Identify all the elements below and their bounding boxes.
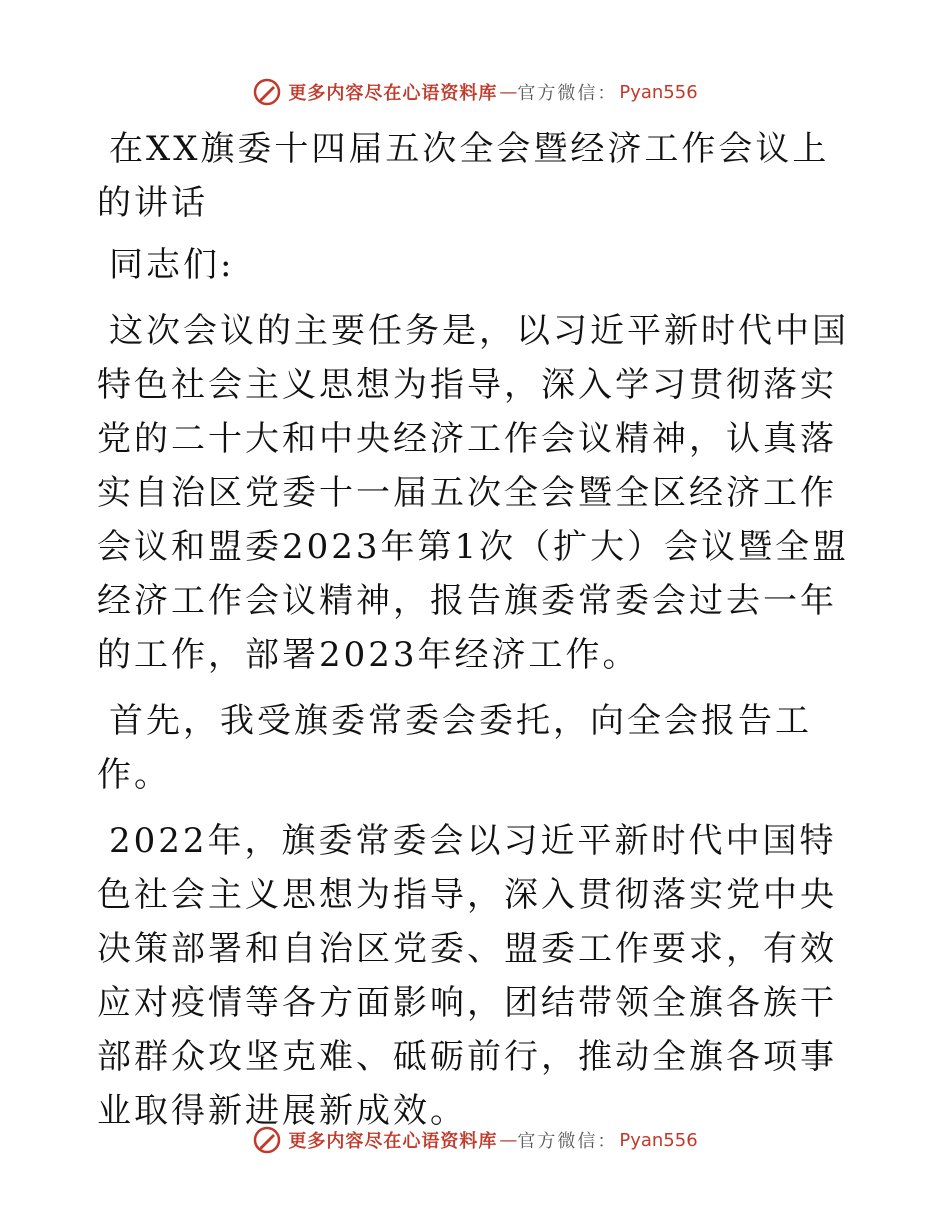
watermark-label: 官方微信： [517,83,618,104]
document-body [97,122,857,1150]
salutation: 同志们: [109,245,235,285]
watermark-dash: — [499,81,516,103]
watermark-footer [0,1120,950,1160]
document-title: 在XX旗委十四届五次全会暨经济工作会议上的讲话 [97,129,830,223]
watermark-dash: — [499,1129,516,1151]
watermark-header [0,72,950,112]
watermark-brand: 更多内容尽在心语资料库 [288,83,498,104]
watermark-wechat-id: Pyan556 [619,1129,698,1151]
paragraph-1: 这次会议的主要任务是，以习近平新时代中国特色社会主义思想为指导，深入学习贯彻落实党的二十大和中央经济工作会议精神，认真落实自治区党委十一届五次全会暨全区经济工作会议和盟委2023年第1次（扩大）会议暨全盟经济工作会议精神，报告旗委常委会过去一年的工作，部署2023年经济工作。 [97,311,850,675]
paragraph-2: 首先，我受旗委常委会委托，向全会报告工作。 [97,701,812,795]
watermark-brand: 更多内容尽在心语资料库 [288,1131,498,1152]
quill-pen-icon [252,1125,282,1155]
quill-pen-icon [252,77,282,107]
watermark-wechat-id: Pyan556 [619,81,698,103]
paragraph-3: 2022年，旗委常委会以习近平新时代中国特色社会主义思想为指导，深入贯彻落实党中央决策部署和自治区党委、盟委工作要求，有效应对疫情等各方面影响，团结带领全旗各族干部群众攻坚克难、砥砺前行，推动全旗各项事业取得新进展新成效。 [97,821,837,1131]
watermark-label: 官方微信： [517,1131,618,1152]
